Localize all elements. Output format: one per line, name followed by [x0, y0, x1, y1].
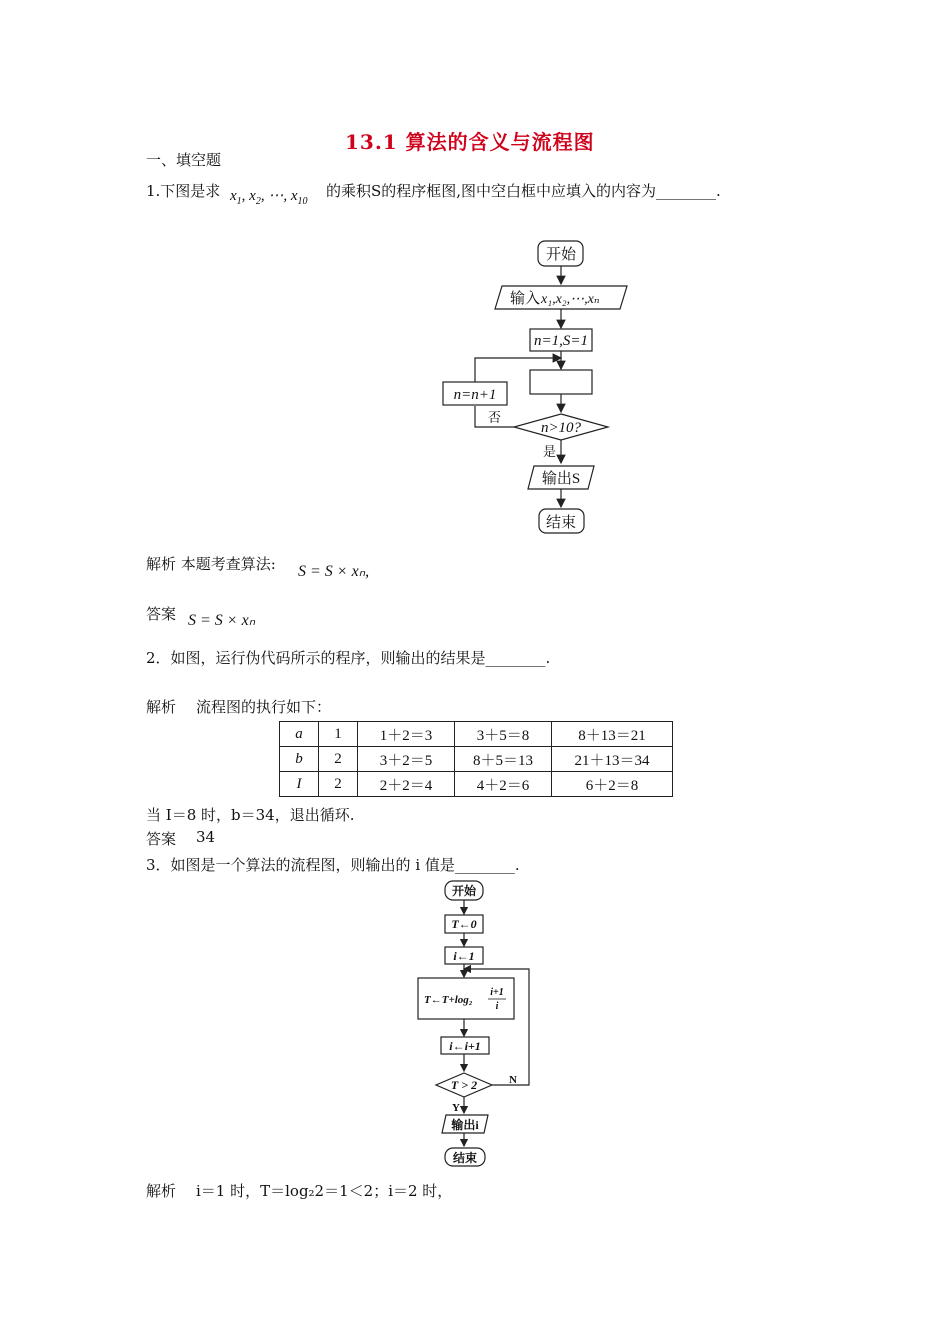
flow1-init-label: n=1,S=1 [534, 333, 588, 349]
q1-var-x10-sub: 10 [297, 196, 308, 207]
flow1-no-label: 否 [488, 410, 502, 425]
q1-dots: ⋯ [268, 188, 284, 204]
flow3-condition-label: T > 2 [450, 1078, 478, 1092]
flow1-yes-label: 是 [543, 444, 557, 459]
table-cell: 3＋5＝8 [455, 722, 552, 747]
table-cell: a [280, 722, 319, 747]
section-heading: 一、填空题 [146, 151, 222, 169]
flow3-init-t-label: T←0 [451, 917, 477, 931]
q2-question: 2．如图，运行伪代码所示的程序，则输出的结果是________. [146, 649, 551, 667]
flow1-blank-box [530, 370, 592, 394]
q1-analysis-label: 解析 本题考查算法: [146, 555, 276, 573]
flow3-incr-label: i←i+1 [449, 1039, 481, 1053]
table-cell: 1＋2＝3 [358, 722, 455, 747]
q2-conclusion: 当 I＝8 时，b＝34，退出循环. [146, 806, 355, 824]
flow3-frac-den: i [495, 1001, 499, 1012]
flow3-update-t-label: T←T+log₂ [424, 994, 473, 1006]
flow1-start-label: 开始 [545, 247, 577, 263]
q1-suffix: 的乘积S的程序框图,图中空白框中应填入的内容为________. [326, 182, 721, 200]
q1-var-x10: x [290, 188, 298, 204]
flow3-frac-num: i+1 [490, 987, 504, 998]
q3-question: 3．如图是一个算法的流程图，则输出的 i 值是________. [146, 856, 520, 874]
flow1-input-label: 输入 [510, 291, 541, 307]
table-cell: 2＋2＝4 [358, 772, 455, 797]
table-cell: 6＋2＝8 [552, 772, 673, 797]
q1-var-x1: x [230, 188, 237, 204]
page-title: 13.1 算法的含义与流程图 [345, 130, 595, 154]
q3-flowchart [400, 876, 550, 1170]
flow1-end-label: 结束 [545, 515, 577, 531]
table-cell: 1 [319, 722, 358, 747]
q1-analysis-formula: S = S × xₙ, [298, 563, 370, 580]
table-cell: 4＋2＝6 [455, 772, 552, 797]
q1-flowchart [430, 236, 630, 538]
table-row [280, 772, 673, 797]
q1-var-x2-sub: 2 [255, 196, 261, 207]
flow1-output-label: 输出S [541, 471, 581, 487]
flow3-init-i-label: i←1 [453, 949, 475, 963]
table-cell: b [280, 747, 319, 772]
flow3-output-label: 输出i [451, 1118, 479, 1132]
table-cell: I [280, 772, 319, 797]
q2-answer-value: 34 [196, 828, 216, 846]
flow3-no-label: N [509, 1074, 517, 1086]
flow3-end-label: 结束 [452, 1151, 478, 1165]
flow3-start-label: 开始 [451, 884, 477, 898]
q1-var-x1-sub: 1 [236, 196, 242, 207]
table-row [280, 747, 673, 772]
table-cell: 3＋2＝5 [358, 747, 455, 772]
q1-prefix: 1.下图是求 [146, 182, 221, 200]
table-cell: 8＋5＝13 [455, 747, 552, 772]
q3-analysis-text: i＝1 时，T＝log₂2＝1＜2；i＝2 时， [196, 1182, 453, 1200]
table-cell: 21＋13＝34 [552, 747, 673, 772]
table-row [280, 722, 673, 747]
q1-answer-label: 答案 [146, 605, 177, 623]
q3-analysis-label: 解析 [146, 1182, 177, 1200]
q1-variables: $x_1$, $x_2$, ⋯, $x_{10}$ [230, 188, 308, 207]
q2-analysis-text: 流程图的执行如下： [196, 698, 332, 716]
q1-var-x2: x [249, 188, 256, 204]
table-cell: 2 [319, 772, 358, 797]
q2-answer-label: 答案 [146, 830, 177, 848]
q2-analysis-label: 解析 [146, 698, 177, 716]
flow3-yes-label: Y [452, 1102, 460, 1114]
flow1-update-label: n=n+1 [453, 387, 497, 403]
q1-answer-formula: S = S × xₙ [188, 612, 256, 629]
table-cell: 8＋13＝21 [552, 722, 673, 747]
q2-trace-table [279, 721, 673, 797]
table-cell: 2 [319, 747, 358, 772]
flow1-input-vars: x₁,x₂,⋯,xₙ [541, 292, 600, 307]
flow1-condition-label: n>10? [540, 420, 582, 436]
